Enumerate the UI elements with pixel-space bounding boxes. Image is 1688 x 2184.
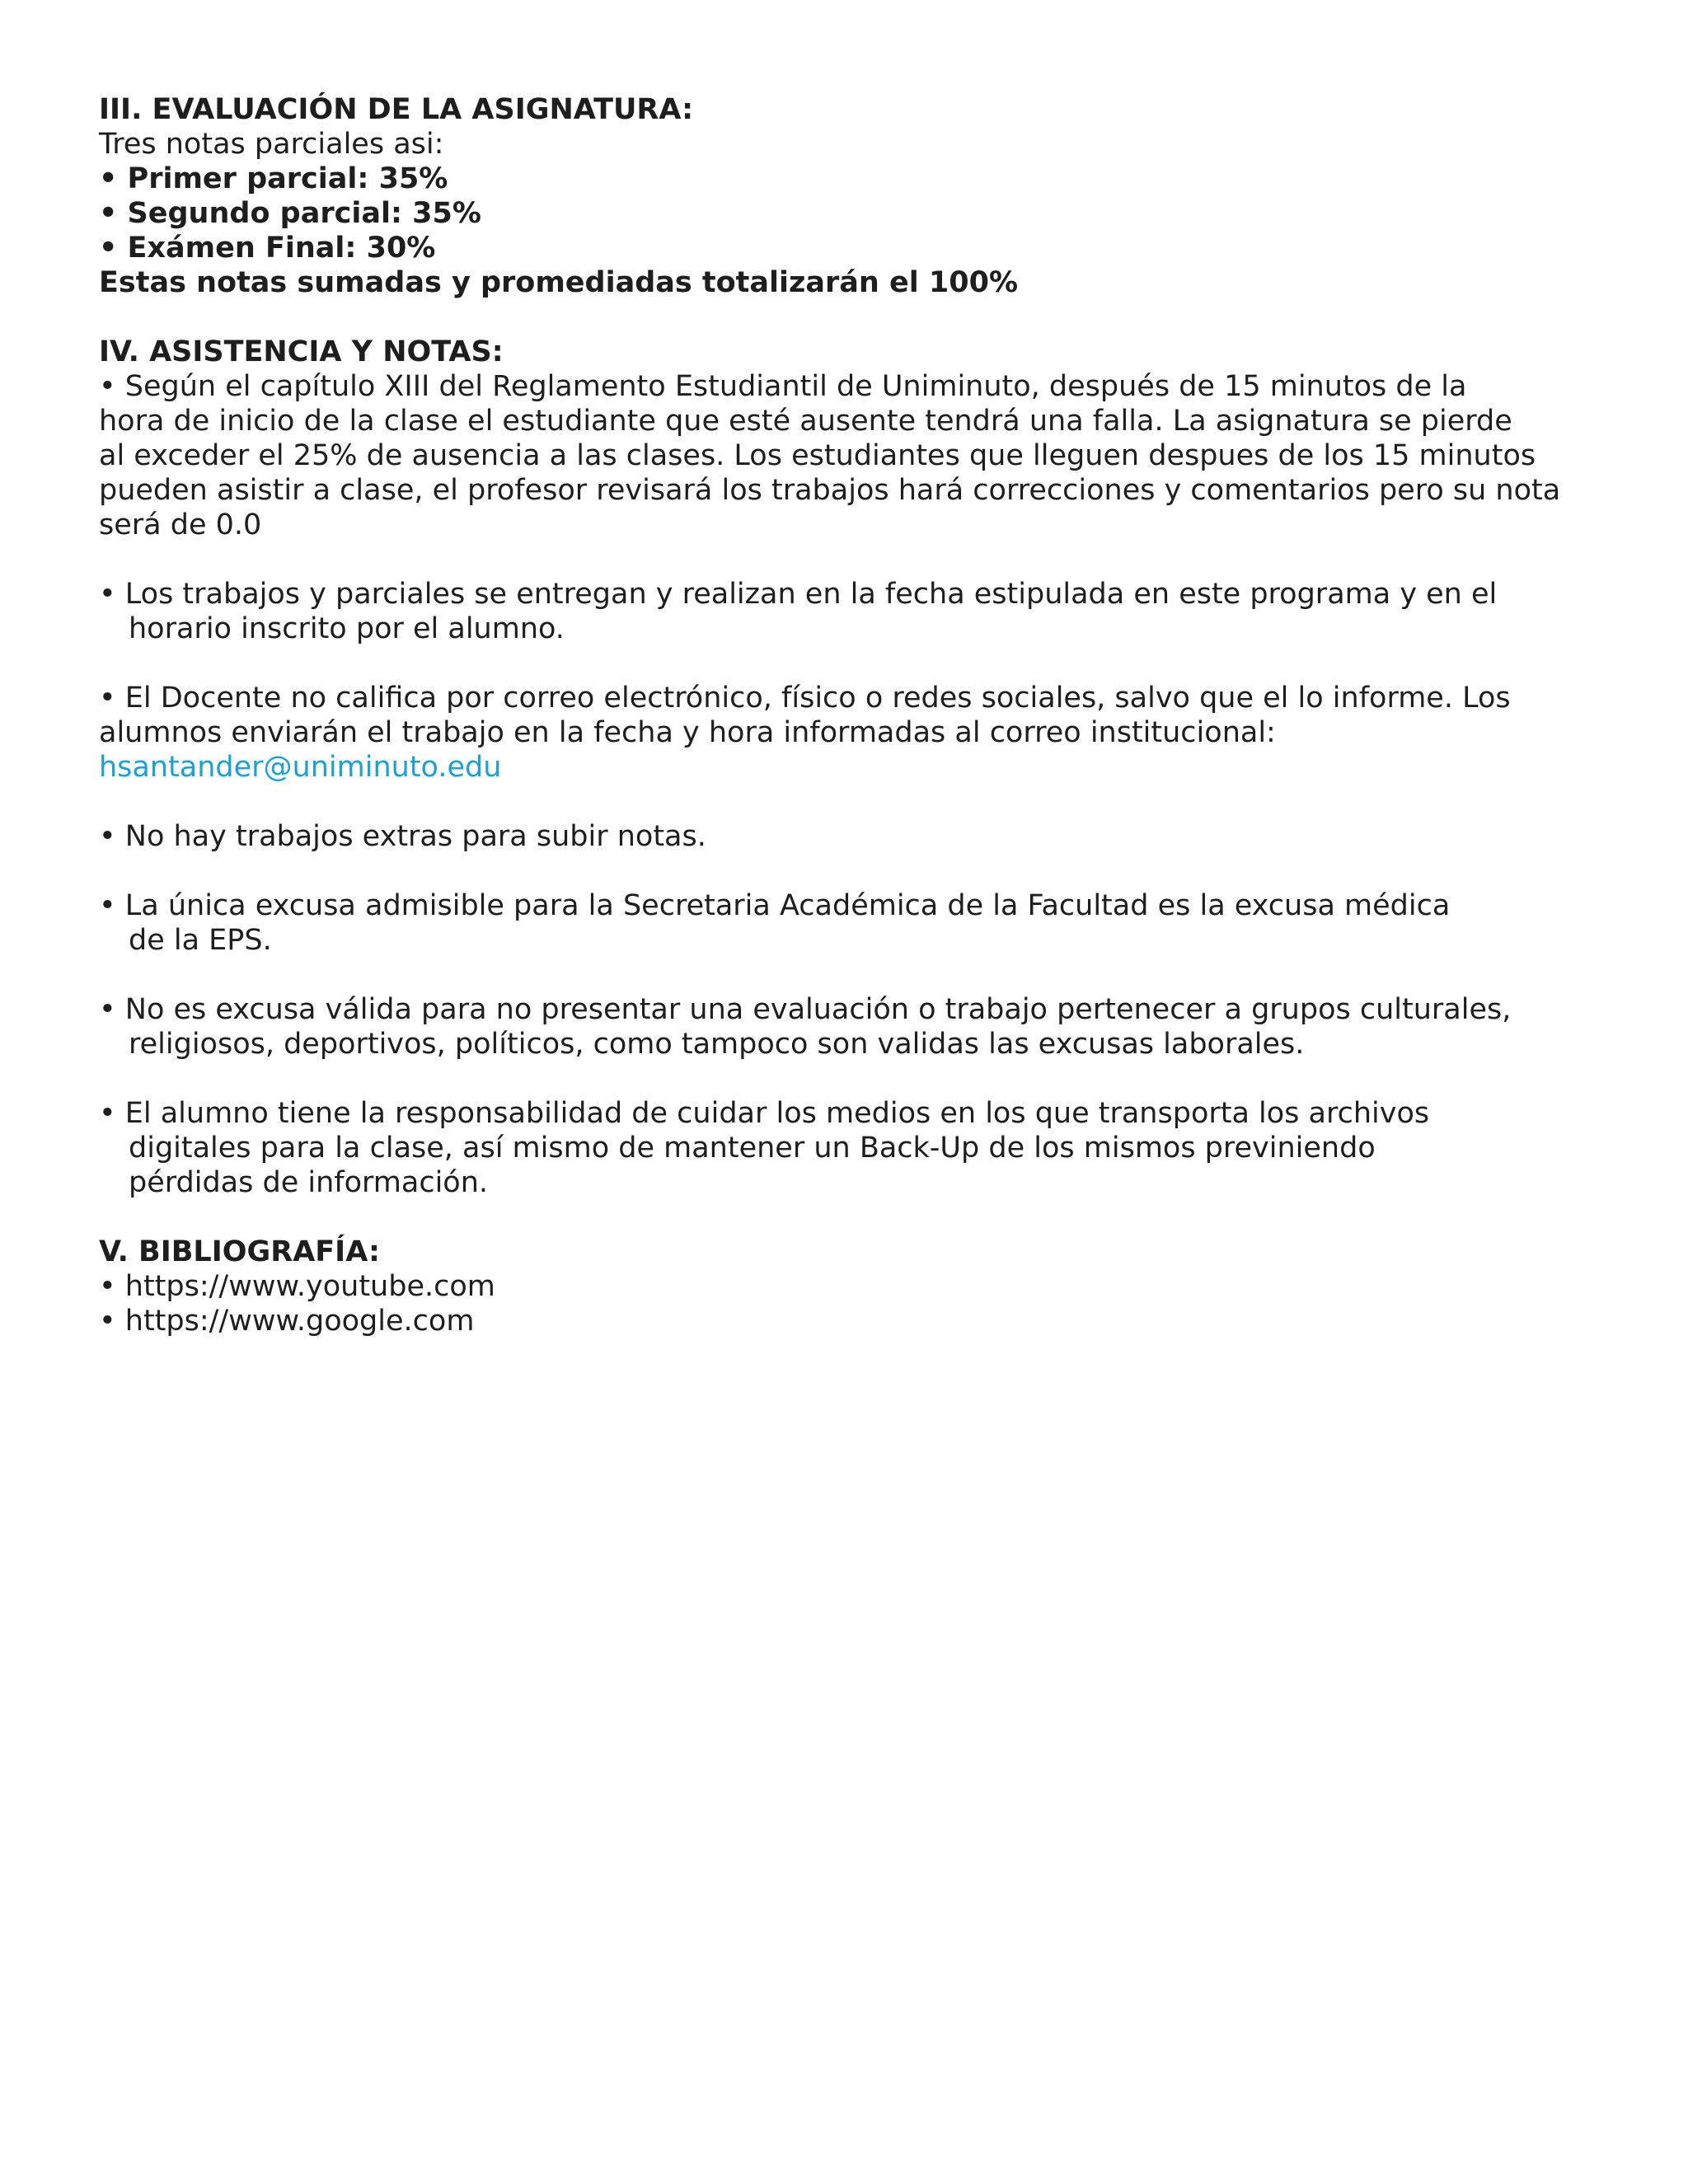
attendance-paragraph-5 (99, 888, 1607, 958)
spacer (99, 300, 1607, 335)
attendance-paragraph-2 (99, 577, 1607, 646)
attendance-paragraph-3 (99, 681, 1607, 785)
paragraph-line: • No hay trabajos extras para subir notas. (99, 820, 706, 853)
attendance-paragraph-6 (99, 992, 1607, 1062)
paragraph-line: será de 0.0 (99, 509, 262, 541)
spacer (99, 1062, 1607, 1096)
document-page (99, 92, 1607, 1338)
paragraph-line: • La única excusa admisible para la Secretaria Académica de la Facultad es la excusa médica (99, 889, 1451, 922)
paragraph-line: • Según el capítulo XIII del Reglamento Estudiantil de Uniminuto, después de 15 minutos de la (99, 370, 1467, 403)
attendance-paragraph-7 (99, 1096, 1607, 1200)
spacer (99, 958, 1607, 992)
paragraph-line: pérdidas de información. (129, 1166, 489, 1199)
spacer (99, 854, 1607, 888)
spacer (99, 646, 1607, 681)
evaluation-heading: III. EVALUACIÓN DE LA ASIGNATURA: (99, 93, 694, 126)
bibliography-item-youtube[interactable]: • https://www.youtube.com (99, 1270, 495, 1303)
evaluation-item-second: • Segundo parcial: 35% (99, 197, 481, 230)
attendance-section (99, 335, 1607, 1200)
instructor-email-link[interactable]: hsantander@uniminuto.edu (99, 751, 502, 784)
paragraph-line: al exceder el 25% de ausencia a las clases. Los estudiantes que lleguen despues de los 15 minutos (99, 439, 1536, 472)
bibliography-item-google[interactable]: • https://www.google.com (99, 1305, 475, 1338)
evaluation-item-first: • Primer parcial: 35% (99, 162, 448, 195)
paragraph-line: • El alumno tiene la responsabilidad de cuidar los medios en los que transporta los archivos (99, 1097, 1430, 1130)
paragraph-line: • El Docente no califica por correo electrónico, físico o redes sociales, salvo que el lo informe. Los (99, 682, 1511, 715)
attendance-paragraph-4 (99, 819, 1607, 854)
paragraph-line: de la EPS. (129, 924, 272, 957)
spacer (99, 1200, 1607, 1235)
paragraph-line: • Los trabajos y parciales se entregan y realizan en la fecha estipulada en este programa y en el (99, 578, 1498, 611)
paragraph-line: horario inscrito por el alumno. (129, 612, 565, 645)
spacer (99, 785, 1607, 819)
bibliography-heading: V. BIBLIOGRAFÍA: (99, 1235, 380, 1268)
paragraph-line: alumnos enviarán el trabajo en la fecha y hora informadas al correo institucional: (99, 716, 1276, 749)
attendance-heading: IV. ASISTENCIA Y NOTAS: (99, 335, 504, 368)
paragraph-line: • No es excusa válida para no presentar una evaluación o trabajo pertenecer a grupos culturales, (99, 993, 1512, 1026)
paragraph-line: pueden asistir a clase, el profesor revisará los trabajos hará correcciones y comentarios pero su nota (99, 474, 1561, 507)
evaluation-intro: Tres notas parciales asi: (99, 128, 444, 161)
paragraph-line: digitales para la clase, así mismo de mantener un Back-Up de los mismos previniendo (129, 1132, 1376, 1165)
bibliography-section (99, 1235, 1607, 1338)
attendance-paragraph-1 (99, 369, 1607, 542)
evaluation-section (99, 92, 1607, 300)
paragraph-line: hora de inicio de la clase el estudiante que esté ausente tendrá una falla. La asignatura se pierde (99, 405, 1512, 438)
evaluation-summary: Estas notas sumadas y promediadas totalizarán el 100% (99, 266, 1019, 299)
spacer (99, 542, 1607, 577)
paragraph-line: religiosos, deportivos, políticos, como tampoco son validas las excusas laborales. (129, 1028, 1305, 1061)
evaluation-item-final: • Exámen Final: 30% (99, 232, 436, 265)
